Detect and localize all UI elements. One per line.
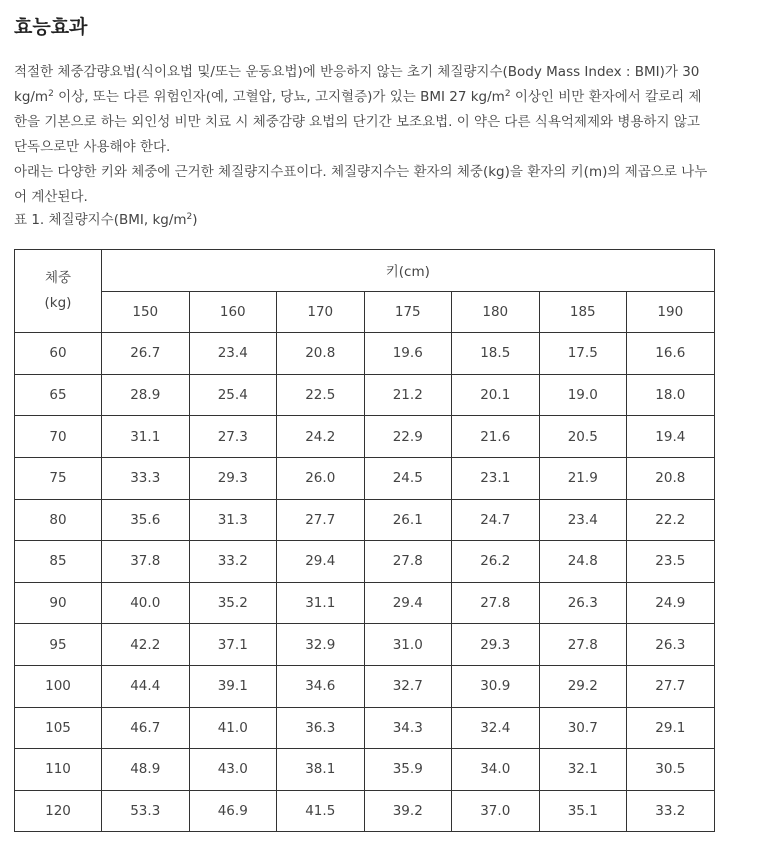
bmi-value-cell: 27.8 xyxy=(364,541,452,583)
bmi-value-cell: 39.1 xyxy=(189,665,277,707)
bmi-value-cell: 36.3 xyxy=(277,707,365,749)
bmi-value-cell: 19.4 xyxy=(627,416,715,458)
height-header-cell: 180 xyxy=(452,291,540,333)
height-column-header: 키(cm) xyxy=(102,250,715,292)
bmi-value-cell: 44.4 xyxy=(102,665,190,707)
height-header-cell: 190 xyxy=(627,291,715,333)
bmi-value-cell: 17.5 xyxy=(539,333,627,375)
bmi-value-cell: 20.5 xyxy=(539,416,627,458)
weight-header-unit: (kg) xyxy=(44,295,72,312)
table-row xyxy=(15,665,715,707)
bmi-value-cell: 27.7 xyxy=(277,499,365,541)
bmi-value-cell: 21.6 xyxy=(452,416,540,458)
table-caption xyxy=(14,208,198,233)
bmi-value-cell: 35.9 xyxy=(364,749,452,791)
weight-cell: 75 xyxy=(15,457,102,499)
bmi-value-cell: 35.6 xyxy=(102,499,190,541)
bmi-value-cell: 34.0 xyxy=(452,749,540,791)
bmi-value-cell: 29.1 xyxy=(627,707,715,749)
bmi-value-cell: 42.2 xyxy=(102,624,190,666)
bmi-value-cell: 27.3 xyxy=(189,416,277,458)
weight-cell: 95 xyxy=(15,624,102,666)
bmi-value-cell: 26.1 xyxy=(364,499,452,541)
bmi-value-cell: 32.1 xyxy=(539,749,627,791)
height-header-cell: 170 xyxy=(277,291,365,333)
bmi-value-cell: 38.1 xyxy=(277,749,365,791)
bmi-value-cell: 24.8 xyxy=(539,541,627,583)
bmi-value-cell: 46.9 xyxy=(189,790,277,832)
bmi-value-cell: 26.3 xyxy=(627,624,715,666)
bmi-value-cell: 30.9 xyxy=(452,665,540,707)
bmi-value-cell: 16.6 xyxy=(627,333,715,375)
table-row xyxy=(15,749,715,791)
bmi-value-cell: 29.3 xyxy=(452,624,540,666)
table-row xyxy=(15,541,715,583)
bmi-value-cell: 19.6 xyxy=(364,333,452,375)
bmi-value-cell: 32.9 xyxy=(277,624,365,666)
description-text: 이상인 비만 환자에서 칼로리 제 xyxy=(510,89,702,105)
bmi-value-cell: 28.9 xyxy=(102,374,190,416)
bmi-value-cell: 31.3 xyxy=(189,499,277,541)
description-line: 어 계산된다. xyxy=(14,189,88,205)
weight-cell: 110 xyxy=(15,749,102,791)
table-row xyxy=(15,624,715,666)
bmi-value-cell: 35.2 xyxy=(189,582,277,624)
bmi-table xyxy=(14,249,715,832)
height-header-cell: 150 xyxy=(102,291,190,333)
unit-text: kg/m xyxy=(14,89,49,105)
table-row xyxy=(15,374,715,416)
bmi-value-cell: 23.4 xyxy=(539,499,627,541)
bmi-value-cell: 22.9 xyxy=(364,416,452,458)
bmi-value-cell: 30.7 xyxy=(539,707,627,749)
weight-header-label: 체중 xyxy=(44,270,72,287)
bmi-value-cell: 20.8 xyxy=(277,333,365,375)
bmi-value-cell: 24.9 xyxy=(627,582,715,624)
bmi-value-cell: 26.2 xyxy=(452,541,540,583)
bmi-table-body xyxy=(15,333,715,832)
bmi-value-cell: 29.3 xyxy=(189,457,277,499)
table-row xyxy=(15,790,715,832)
bmi-value-cell: 32.7 xyxy=(364,665,452,707)
description-line: 단독으로만 사용해야 한다. xyxy=(14,139,171,155)
weight-cell: 120 xyxy=(15,790,102,832)
bmi-value-cell: 37.1 xyxy=(189,624,277,666)
height-header-cell: 185 xyxy=(539,291,627,333)
bmi-value-cell: 48.9 xyxy=(102,749,190,791)
header-row xyxy=(15,250,715,292)
bmi-value-cell: 31.0 xyxy=(364,624,452,666)
bmi-value-cell: 27.8 xyxy=(452,582,540,624)
weight-cell: 85 xyxy=(15,541,102,583)
bmi-value-cell: 27.8 xyxy=(539,624,627,666)
bmi-value-cell: 23.5 xyxy=(627,541,715,583)
bmi-value-cell: 23.4 xyxy=(189,333,277,375)
bmi-value-cell: 37.8 xyxy=(102,541,190,583)
bmi-value-cell: 43.0 xyxy=(189,749,277,791)
bmi-value-cell: 26.7 xyxy=(102,333,190,375)
weight-column-header xyxy=(15,250,102,333)
bmi-value-cell: 37.0 xyxy=(452,790,540,832)
height-header-cell: 175 xyxy=(364,291,452,333)
table-row xyxy=(15,416,715,458)
bmi-value-cell: 31.1 xyxy=(277,582,365,624)
weight-cell: 80 xyxy=(15,499,102,541)
description xyxy=(14,60,714,210)
bmi-value-cell: 21.9 xyxy=(539,457,627,499)
superscript: 2 xyxy=(186,212,193,222)
bmi-value-cell: 29.4 xyxy=(277,541,365,583)
bmi-value-cell: 18.0 xyxy=(627,374,715,416)
bmi-value-cell: 30.5 xyxy=(627,749,715,791)
bmi-value-cell: 32.4 xyxy=(452,707,540,749)
bmi-value-cell: 33.3 xyxy=(102,457,190,499)
bmi-value-cell: 26.0 xyxy=(277,457,365,499)
description-line: 아래는 다양한 키와 체중에 근거한 체질량지수표이다. 체질량지수는 환자의 체중(kg)을 환자의 키(m)의 제곱으로 나누 xyxy=(14,164,708,180)
weight-cell: 60 xyxy=(15,333,102,375)
page-heading: 효능효과 xyxy=(14,16,88,38)
bmi-value-cell: 46.7 xyxy=(102,707,190,749)
bmi-value-cell: 24.2 xyxy=(277,416,365,458)
bmi-value-cell: 29.4 xyxy=(364,582,452,624)
bmi-value-cell: 20.1 xyxy=(452,374,540,416)
bmi-value-cell: 19.0 xyxy=(539,374,627,416)
table-row xyxy=(15,333,715,375)
caption-close: ) xyxy=(192,212,198,228)
bmi-value-cell: 25.4 xyxy=(189,374,277,416)
weight-cell: 70 xyxy=(15,416,102,458)
bmi-value-cell: 22.5 xyxy=(277,374,365,416)
height-values-row xyxy=(15,291,715,333)
bmi-value-cell: 53.3 xyxy=(102,790,190,832)
description-text: 이상, 또는 다른 위험인자(예, 고혈압, 당뇨, 고지혈증)가 있는 BMI 27 kg/m xyxy=(53,89,505,105)
weight-cell: 90 xyxy=(15,582,102,624)
weight-cell: 105 xyxy=(15,707,102,749)
bmi-value-cell: 23.1 xyxy=(452,457,540,499)
description-line: 적절한 체중감량요법(식이요법 및/또는 운동요법)에 반응하지 않는 초기 체질량지수(Body Mass Index : BMI)가 30 xyxy=(14,64,700,80)
bmi-value-cell: 27.7 xyxy=(627,665,715,707)
bmi-value-cell: 24.5 xyxy=(364,457,452,499)
bmi-value-cell: 29.2 xyxy=(539,665,627,707)
bmi-value-cell: 40.0 xyxy=(102,582,190,624)
weight-cell: 100 xyxy=(15,665,102,707)
table-row xyxy=(15,457,715,499)
bmi-value-cell: 41.0 xyxy=(189,707,277,749)
bmi-value-cell: 24.7 xyxy=(452,499,540,541)
bmi-value-cell: 21.2 xyxy=(364,374,452,416)
bmi-value-cell: 33.2 xyxy=(627,790,715,832)
description-line xyxy=(14,85,714,110)
caption-text: 표 1. 체질량지수(BMI, kg/m xyxy=(14,212,187,228)
description-line: 한을 기본으로 하는 외인성 비만 치료 시 체중감량 요법의 단기간 보조요법. 이 약은 다른 식욕억제제와 병용하지 않고 xyxy=(14,114,700,130)
bmi-value-cell: 35.1 xyxy=(539,790,627,832)
bmi-value-cell: 20.8 xyxy=(627,457,715,499)
weight-cell: 65 xyxy=(15,374,102,416)
bmi-value-cell: 34.3 xyxy=(364,707,452,749)
bmi-value-cell: 26.3 xyxy=(539,582,627,624)
table-row xyxy=(15,499,715,541)
superscript: 2 xyxy=(504,89,511,99)
bmi-value-cell: 33.2 xyxy=(189,541,277,583)
table-row xyxy=(15,582,715,624)
bmi-value-cell: 39.2 xyxy=(364,790,452,832)
bmi-value-cell: 31.1 xyxy=(102,416,190,458)
height-header-cell: 160 xyxy=(189,291,277,333)
bmi-value-cell: 34.6 xyxy=(277,665,365,707)
table-row xyxy=(15,707,715,749)
bmi-value-cell: 22.2 xyxy=(627,499,715,541)
bmi-value-cell: 41.5 xyxy=(277,790,365,832)
superscript: 2 xyxy=(48,89,54,99)
bmi-value-cell: 18.5 xyxy=(452,333,540,375)
